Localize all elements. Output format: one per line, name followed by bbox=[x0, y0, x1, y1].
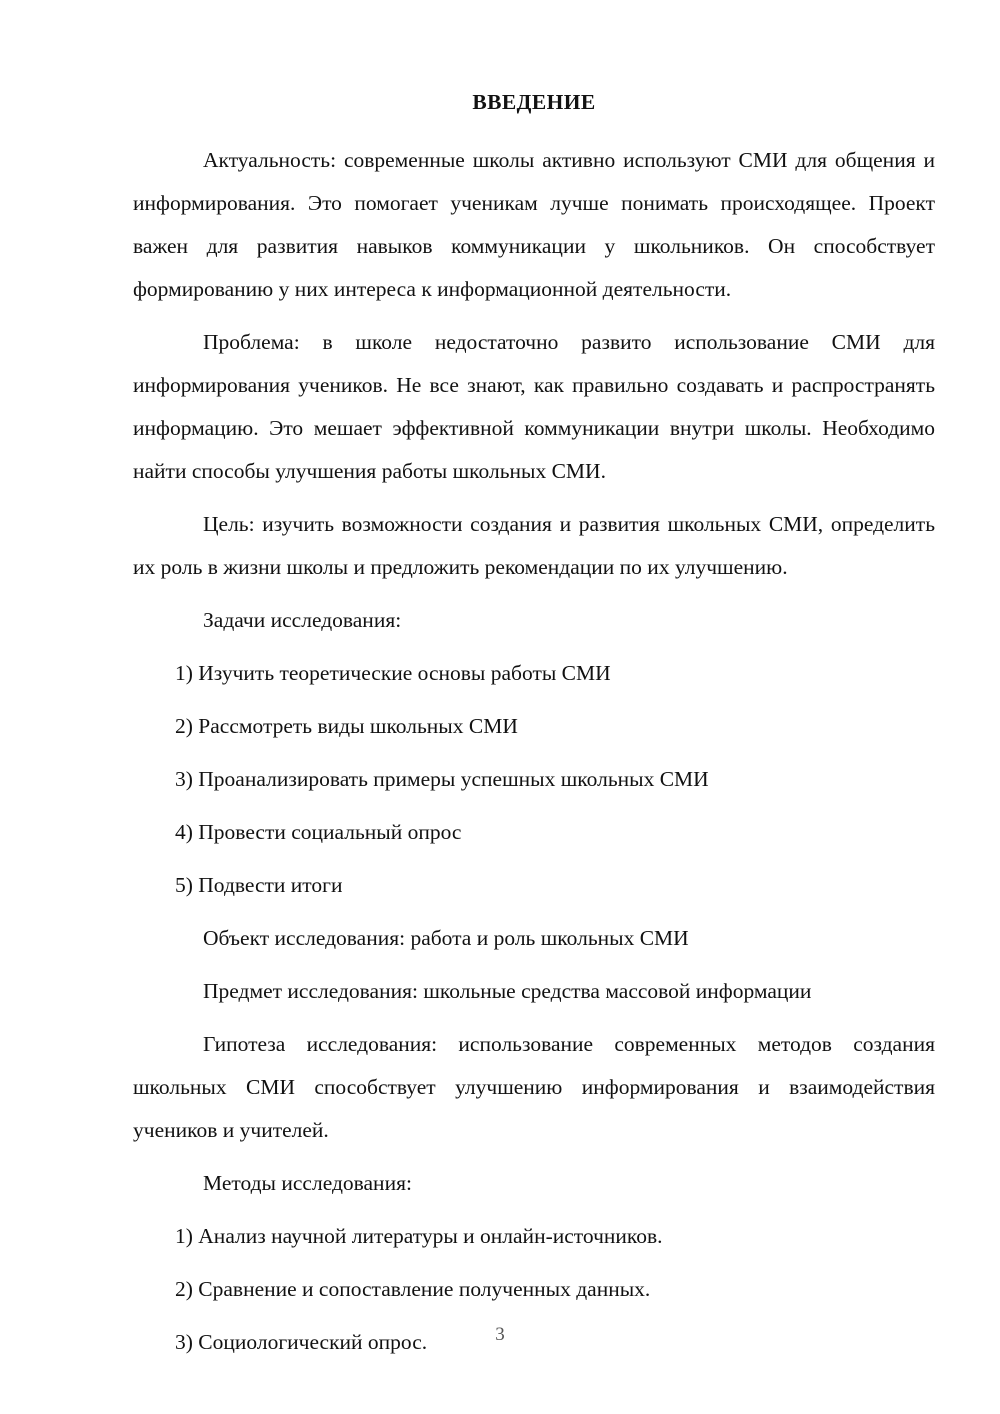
text-line-tasks-heading: Задачи исследования: bbox=[203, 608, 402, 633]
paragraph-hypothesis: Гипотеза исследования: использование современных методов создания школьных СМИ способствует улучшению информирования и взаимодействия учеников и учителей. bbox=[133, 1032, 935, 1143]
list-item-method-2: 2) Сравнение и сопоставление полученных данных. bbox=[175, 1277, 651, 1302]
document-body bbox=[133, 88, 935, 1374]
paragraph-problem: Проблема: в школе недостаточно развито использование СМИ для информирования учеников. Не все знают, как правильно создавать и распространять информацию. Это мешает эффективной коммуникации внутри школы. Необходимо найти способы улучшения работы школьных СМИ. bbox=[133, 330, 935, 484]
text-line-object: Объект исследования: работа и роль школьных СМИ bbox=[203, 926, 689, 951]
list-item-task-1: 1) Изучить теоретические основы работы СМИ bbox=[175, 661, 611, 686]
text-line-methods-heading: Методы исследования: bbox=[203, 1171, 412, 1196]
text-line-subject: Предмет исследования: школьные средства массовой информации bbox=[203, 979, 812, 1004]
list-item-task-5: 5) Подвести итоги bbox=[175, 873, 343, 898]
paragraph-goal: Цель: изучить возможности создания и развития школьных СМИ, определить их роль в жизни школы и предложить рекомендации по их улучшению. bbox=[133, 512, 935, 580]
page-title: ВВЕДЕНИЕ bbox=[472, 90, 596, 114]
list-item-method-3: 3) Социологический опрос. bbox=[175, 1330, 428, 1355]
list-item-task-2: 2) Рассмотреть виды школьных СМИ bbox=[175, 714, 518, 739]
paragraph-relevance: Актуальность: современные школы активно используют СМИ для общения и информирования. Это помогает ученикам лучше понимать происходящее. Проект важен для развития навыков коммуникации у школьников. Он способствует формированию у них интереса к информационной деятельности. bbox=[133, 148, 935, 302]
list-item-task-4: 4) Провести социальный опрос bbox=[175, 820, 462, 845]
list-item-task-3: 3) Проанализировать примеры успешных школьных СМИ bbox=[175, 767, 709, 792]
list-item-method-1: 1) Анализ научной литературы и онлайн-источников. bbox=[175, 1224, 663, 1249]
page-number: 3 bbox=[495, 1324, 505, 1345]
document-blocks bbox=[133, 139, 935, 1364]
